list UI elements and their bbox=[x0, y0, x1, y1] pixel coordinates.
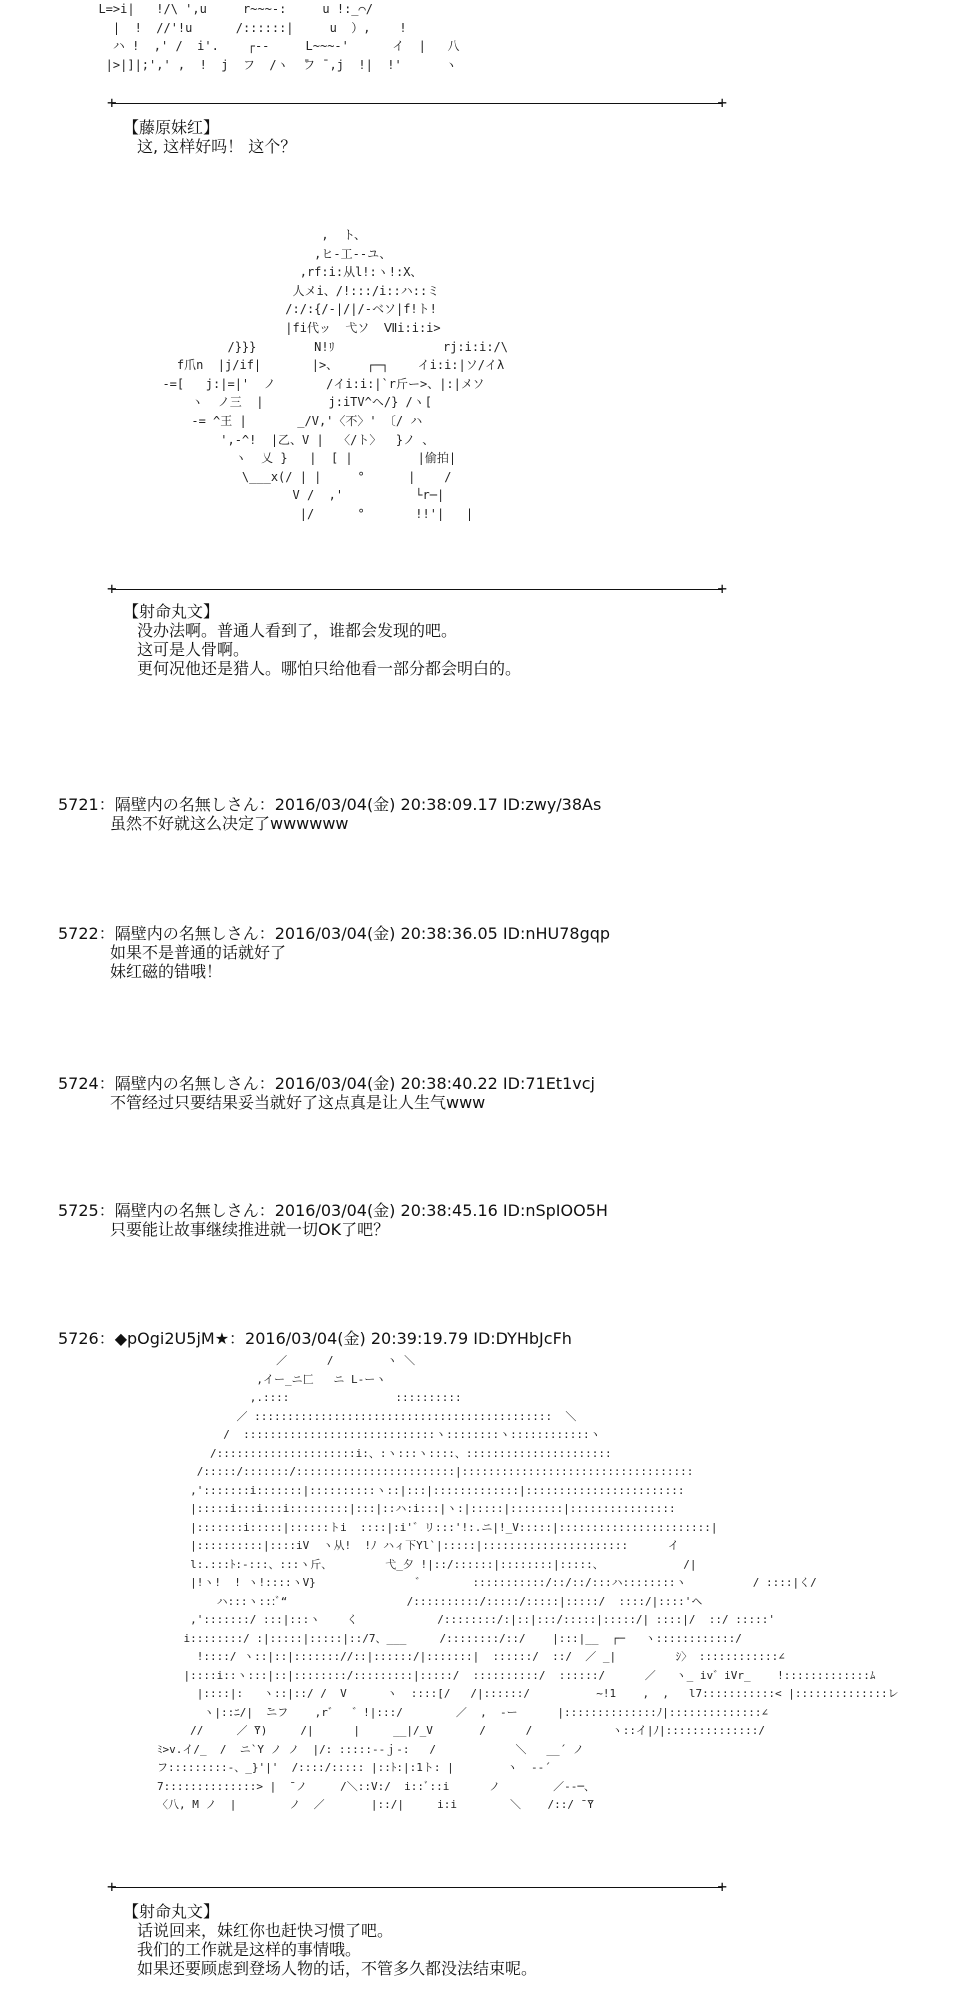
speaker-name: 【射命丸文】 bbox=[123, 1902, 220, 1921]
post-body-line: 如果不是普通的话就好了 bbox=[110, 943, 287, 962]
speech-line: 话说回来，妹红你也赶快习惯了吧。 bbox=[137, 1921, 394, 1940]
ascii-art-1: L=>i| !/\ ',u r~~~-: u !:_⌒/ | ! //'!u /::::::| u ）, ! ハ ! ,' / i'. ┌-- L~~~-' イ | 八 |>|]|;',' , ! j フ /ヽ ̄フ ̄ ,j !| !' ヽ bbox=[98, 2, 460, 72]
speaker-name: 【藤原妹红】 bbox=[123, 118, 220, 137]
post-header: 5722：隔壁内の名無しさん：2016/03/04(金) 20:38:36.05 ID:nHU78gqp bbox=[58, 924, 611, 943]
plus-icon: + bbox=[107, 1877, 117, 1896]
plus-icon: + bbox=[717, 579, 727, 598]
post-5724 bbox=[58, 1074, 595, 1112]
ascii-art-2: , ト、 ,ヒ-工--ユ、 ,rf:i:从l!:ヽ!:X、 人メi、/!:::/i::ハ::ミ /:/:{/-|/|/-ベソ|f!ト! |fi代ッ 弋ソ Ⅶi:i:i> /}}} N!ﾘ rj:i:i:/\ f爪n |j/if| |>、 ┌─┐ イi:i:|ソ/イλ -=[ j:|=|' ノ /イi:i:|`r斤ー>、|:|メソ ヽ ノ三 | j:iTV^ヘ/} /ヽ[ -= ^王 | _/V,'〈不〉' 〔/ ハ ',-^! |乙、V | 〈/ト〉 }ノ 、 ヽ 乂 } | [ | |偷拍| \___x(/ | | ° | / V / ,' └r─| |/ ° !!'| | bbox=[162, 228, 509, 521]
speaker-name: 【射命丸文】 bbox=[123, 602, 220, 621]
post-5725 bbox=[58, 1201, 608, 1239]
separator-1 bbox=[107, 93, 727, 112]
speech-line: 这, 这样好吗！ 这个？ bbox=[137, 137, 297, 156]
speech-line: 如果还要顾虑到登场人物的话，不管多久都没法结束呢。 bbox=[137, 1959, 538, 1978]
plus-icon: + bbox=[107, 579, 117, 598]
post-header: 5721：隔壁内の名無しさん：2016/03/04(金) 20:38:09.17 ID:zwy/38As bbox=[58, 795, 602, 814]
post-body-line: 只要能让故事继续推进就一切OK了吧？ bbox=[110, 1220, 390, 1239]
speech-line: 我们的工作就是这样的事情哦。 bbox=[137, 1940, 362, 1959]
speech-block-3 bbox=[123, 1902, 537, 1978]
speech-line: 没办法啊。普通人看到了，谁都会发现的吧。 bbox=[137, 621, 458, 640]
separator-3 bbox=[107, 1877, 727, 1896]
post-header: 5724：隔壁内の名無しさん：2016/03/04(金) 20:38:40.22 ID:71Et1vcj bbox=[58, 1074, 595, 1093]
ascii-art-3: ／ / ヽ ＼ ,イー_ニ匚 ニ L-ーヽ ,.:::: :::::::::: ／ ::::::::::::::::::::::::::::::::::::::::::::: ＼ / :::::::::::::::::::::::::::::ヽ::::::::ヽ::::::::::::ヽ /:::::::::::::::::::::i:、:ヽ:::ヽ::::、:::::::::::::::::::::: /:::::/:::::::/::::::::::::::::::::::::|::::::::::::::::::::::::::::::::::: ,':::::::i:::::::|::::::::::ヽ::|:::|:::::::::::::|:::::::::::::::::::::::: |:::::i:::i:::i:::::::::|:::|::ハ:i:::|ヽ:|:::::|::::::::|:::::::::::::::: |:::::::i:::::|::::::トi ::::|:i'゛リ:::'!:.ニ|!_V:::::|:::::::::::::::::::::::| |::::::::::|::::iV ヽ从! !ﾉ ハィ下Yl`|:::::|:::::::::::::::::::::: イ l:.:::ﾄ:‐:::、:::ヽ斤、 弋_夕 !|::/::::::|::::::::|:::::、 /| |!ヽ! ! ヽ!::::ヽV} ゛ :::::::::::/::/::/:::ハ::::::::ヽ / ::::|く/ ハ:::ヽ:::ﾞ“ /::::::::::/:::::/:::::|:::::/ ::::/|::::'ヘ ,':::::::/ :::|:::ヽ く /::::::::/:|::|:::/:::::|:::::/| ::::|/ ::/ :::::' i::::::::/ :|:::::|:::::|::/7、___ /::::::::/::/ |:::|__ ┌─ ヽ::::::::::::/ !::::/ ヽ::|::|::::::://::|::::::/|:::::::| ::::::/ ::/ ／ _| ｼ〉 ::::::::::::∠ |::::i::ヽ:::|::|::::::::/:::::::::|:::::/ ::::::::::/ ::::::/ ／ ヽ_ iv゛iVr_ !:::::::::::::ﾑ |::::|: ヽ::|::/ / V ヽ ::::[/ /|::::::/ ~!1 , , l7:::::::::::< |::::::::::::::レ ヽ|::ﾆ/| ̄ニフ ,r゛ ゛!|:::/ ／ , -ー |::::::::::::::ﾉ|::::::::::::::∠ // ／ ̄Y) /| | __|/_V / / ヽ::イ|ﾉ|::::::::::::::/ ﾐ>v.イ/_ / ニ`Y ノ ノ |/: :::::--ｊ-: / ＼ __´ ノ フ:::::::::-、_}'|' /::::/::::: |::ﾄ:|:1ト: | ヽ --´ 7::::::::::::::> | ̄ ノ /＼::V:/ i::ﾞ::i ノ ／‐‐─、 〈八, M ノ | ノ ／ |::/| i:i ＼ /::/ ̄ ̄Y bbox=[156, 1354, 899, 1811]
post-body-line: 妹红磁的错哦！ bbox=[110, 962, 223, 981]
post-5722 bbox=[58, 924, 610, 981]
separator-2 bbox=[107, 579, 727, 598]
speech-block-2 bbox=[123, 602, 521, 678]
plus-icon: + bbox=[107, 93, 117, 112]
speech-block-1 bbox=[123, 118, 296, 156]
post-body-line: 虽然不好就这么决定了wwwwww bbox=[110, 814, 349, 833]
plus-icon: + bbox=[717, 93, 727, 112]
speech-line: 更何况他还是猎人。哪怕只给他看一部分都会明白的。 bbox=[137, 659, 522, 678]
post-5726 bbox=[58, 1329, 572, 1348]
speech-line: 这可是人骨啊。 bbox=[137, 640, 250, 659]
post-body-line: 不管经过只要结果妥当就好了这点真是让人生气www bbox=[110, 1093, 486, 1112]
plus-icon: + bbox=[717, 1877, 727, 1896]
post-header: 5726：◆pOgi2U5jM★：2016/03/04(金) 20:39:19.79 ID:DYHbJcFh bbox=[58, 1329, 572, 1348]
post-header: 5725：隔壁内の名無しさん：2016/03/04(金) 20:38:45.16 ID:nSpIOO5H bbox=[58, 1201, 608, 1220]
post-5721 bbox=[58, 795, 601, 833]
